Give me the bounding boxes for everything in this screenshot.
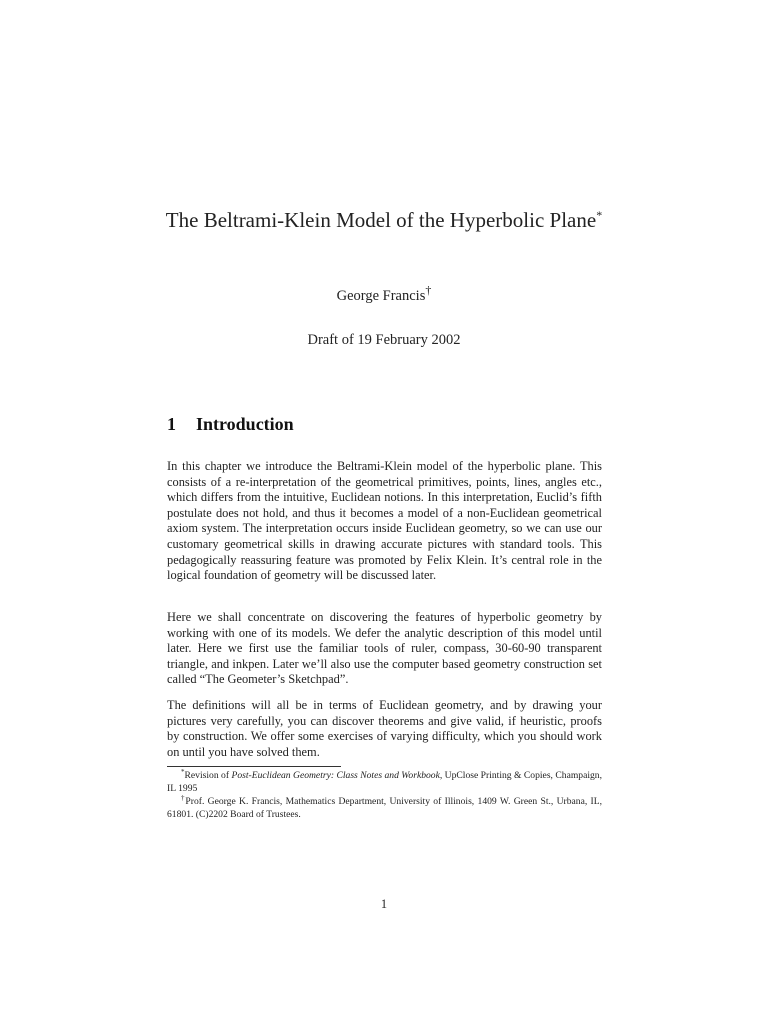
paper-title <box>150 206 618 235</box>
author-name: George Francis <box>336 288 426 304</box>
section-title: Introduction <box>196 414 294 434</box>
footnote-2 <box>167 795 602 821</box>
footnote-1-book-title: Post-Euclidean Geometry: Class Notes and Workbook <box>231 770 440 781</box>
draft-date: Draft of 19 February 2002 <box>307 332 461 348</box>
page-number: 1 <box>380 897 388 911</box>
paper-title-text: The Beltrami-Klein Model of the Hyperbolic Plane <box>165 208 597 232</box>
footnote-rule <box>167 766 341 767</box>
paragraph-3: The definitions will all be in terms of Euclidean geometry, and by drawing your pictures very carefully, you can discover theorems and give valid, if heuristic, proofs by construction. We offer some exercises of varying difficulty, which you should work on until you have solved them. <box>167 698 602 759</box>
author-line <box>150 283 618 305</box>
footnote-2-mark: † <box>181 793 186 802</box>
author-footnote-mark: † <box>425 283 432 298</box>
section-heading <box>167 414 294 435</box>
footnote-2-text: Prof. George K. Francis, Mathematics Department, University of Illinois, 1409 W. Green St., Urbana, IL, 61801. (C)2202 Board of Trustees. <box>167 796 602 820</box>
footnote-1 <box>167 769 602 795</box>
footnotes <box>167 769 602 821</box>
paragraph-1: In this chapter we introduce the Beltrami-Klein model of the hyperbolic plane. This consists of a re-interpretation of the geometrical primitives, points, lines, angles etc., which differs from the intuitive, Euclidean notions. In this interpretation, Euclid’s fifth postulate does not hold, and thus it becomes a model of a non-Euclidean geometrical axiom system. The interpretation occurs inside Euclidean geometry, so we can use our customary geometrical skills in drawing accurate pictures with standard tools. This pedagogically reassuring feature was promoted by Felix Klein. It’s central role in the logical foundation of geometry will be discussed later. <box>167 459 602 583</box>
footnote-1-suffix: , UpClose Printing & Copies, Champaign, IL 1995 <box>167 770 603 794</box>
footnote-1-mark: * <box>181 767 185 776</box>
footnote-1-prefix: Revision of <box>184 770 232 781</box>
title-footnote-mark: * <box>596 208 603 222</box>
paragraph-2: Here we shall concentrate on discovering the features of hyperbolic geometry by working with one of its models. We defer the analytic description of this model until later. Here we first use the familiar tools of ruler, compass, 30-60-90 transparent triangle, and inkpen. Later we’ll also use the computer based geometry construction set called “The Geometer’s Sketchpad”. <box>167 610 602 687</box>
section-number: 1 <box>167 414 176 434</box>
